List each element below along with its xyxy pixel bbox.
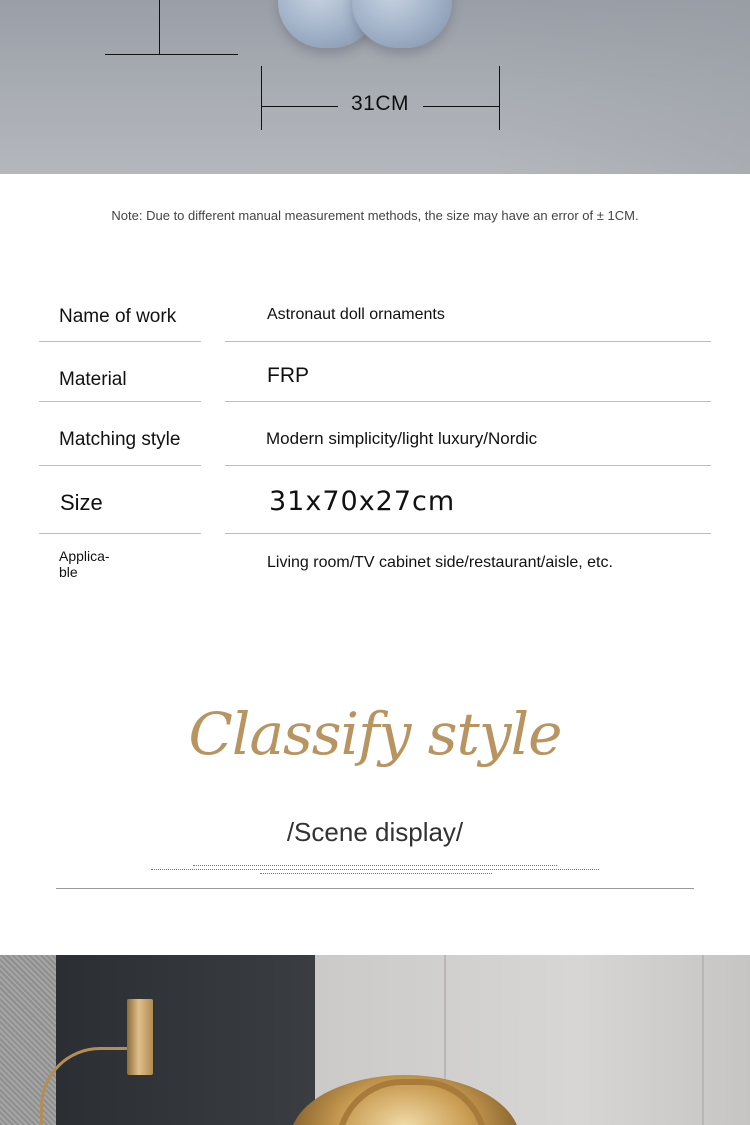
section-script-title: Classify style	[188, 700, 562, 768]
spec-label: Matching style	[59, 429, 181, 450]
row-divider-left	[39, 465, 201, 466]
panel-seam	[702, 955, 704, 1125]
spec-label: Size	[60, 490, 103, 515]
spec-value: Astronaut doll ornaments	[267, 306, 445, 323]
spec-value: FRP	[267, 364, 309, 387]
product-dimension-photo	[0, 0, 750, 174]
doll-right-boot	[352, 0, 452, 48]
width-dimension-label: 31CM	[350, 92, 410, 115]
section-subtitle: /Scene display/	[286, 817, 464, 847]
spec-value: Living room/TV cabinet side/restaurant/aisle, etc.	[267, 554, 613, 571]
row-divider-right	[225, 465, 711, 466]
spec-label: Applica- ble	[59, 548, 110, 580]
row-divider-left	[39, 401, 201, 402]
height-dimension-tick	[105, 54, 238, 55]
row-divider-left	[39, 341, 201, 342]
photo-shadow	[490, 0, 750, 174]
width-dimension-line-left	[261, 106, 338, 107]
row-divider-right	[225, 341, 711, 342]
decorative-dotted-line	[151, 869, 599, 870]
row-divider-right	[225, 533, 711, 534]
decorative-dotted-line	[193, 865, 557, 866]
spec-label: Material	[59, 369, 127, 390]
section-divider	[56, 888, 694, 889]
decorative-dotted-line	[260, 873, 492, 874]
row-divider-right	[225, 401, 711, 402]
width-dimension-left-tick	[261, 66, 262, 130]
spec-value: Modern simplicity/light luxury/Nordic	[266, 429, 538, 448]
spec-label: Name of work	[59, 306, 177, 327]
width-dimension-right-tick	[499, 66, 500, 130]
scene-display-photo	[0, 955, 750, 1125]
row-divider-left	[39, 533, 201, 534]
width-dimension-line-right	[423, 106, 500, 107]
measurement-note: Note: Due to different manual measurement methods, the size may have an error of ± 1CM.	[111, 208, 639, 223]
spec-value: 31x70x27cm	[269, 486, 456, 517]
height-dimension-line	[159, 0, 160, 54]
gold-lamp	[127, 999, 153, 1075]
